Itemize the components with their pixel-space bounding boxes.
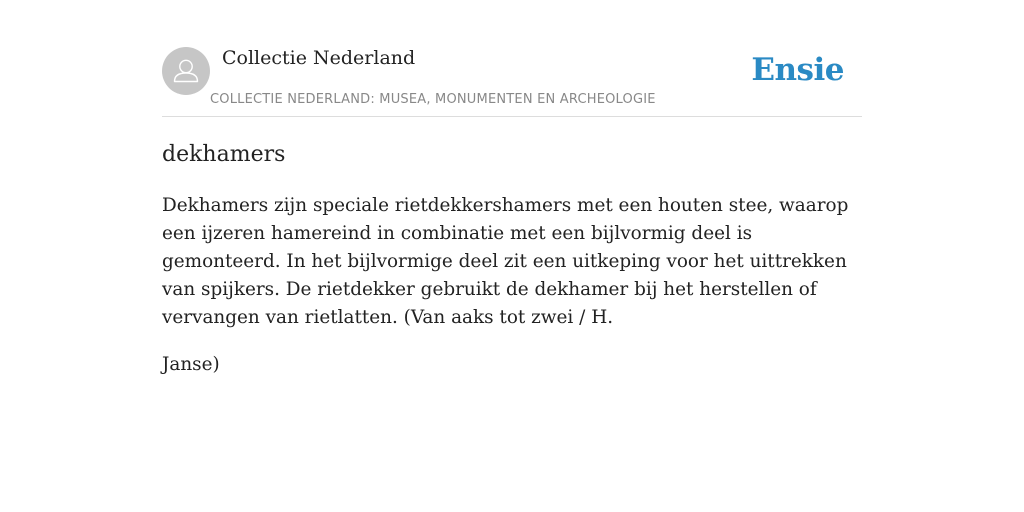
article-body: [162, 192, 862, 398]
article-title: dekhamers: [162, 142, 286, 167]
author-header: [162, 0, 862, 117]
avatar[interactable]: [162, 47, 210, 95]
author-name-link[interactable]: Collectie Nederland: [222, 47, 416, 69]
article-paragraph: Janse): [162, 354, 220, 375]
user-silhouette-icon: [162, 47, 210, 95]
article-paragraph: Dekhamers zijn speciale rietdekkershamers met een houten stee, waarop een ijzeren hamereind in combinatie met een bijlvormig deel is gemonteerd. In het bijlvormige deel zit een uitkeping voor het uittrekken van spijkers. De rietdekker gebruikt de dekhamer bij het herstellen of vervangen van rietlatten. (Van aaks tot zwei / H.: [162, 195, 849, 328]
ensie-logo-link[interactable]: Ensie: [751, 52, 844, 88]
page-container: [162, 0, 862, 512]
author-subtitle: COLLECTIE NEDERLAND: MUSEA, MONUMENTEN EN ARCHEOLOGIE: [210, 92, 656, 107]
